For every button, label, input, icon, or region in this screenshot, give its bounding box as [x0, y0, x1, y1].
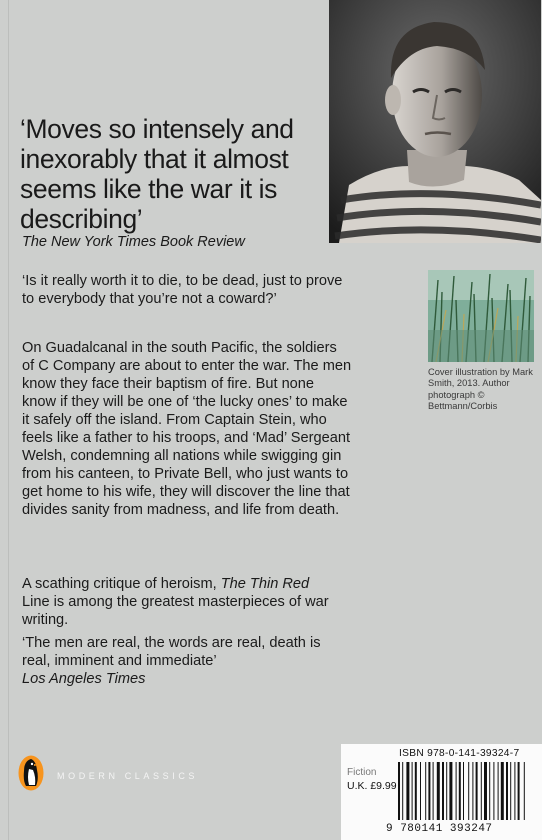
blurb-paragraph: On Guadalcanal in the south Pacific, the soldiers of C Company are about to enter the war. The men know they face their baptism of fire. But none know if they will be one of ‘the lucky ones’ to make it safely off the island. From Captain Stein, who feels like a father to his troops, and ‘Mad’ Sergeant Welsh, condemning all nations while swigging gin from his canteen, to Private Bell, who just wants to get home to his wife, they will discover the line that divides sanity from madness, and life from death.	[22, 340, 352, 518]
review-quote: ‘Moves so intensely and inexorably that it almost seems like the war it is describing’	[20, 114, 294, 234]
isbn: ISBN 978-0-141-39324-7	[399, 748, 520, 759]
critique-paragraph	[22, 575, 352, 629]
press-quote	[22, 634, 352, 688]
author-photograph	[329, 0, 541, 243]
cover-illustration-thumbnail	[428, 270, 534, 362]
price: U.K. £9.99	[347, 780, 397, 792]
image-credits: Cover illustration by Mark Smith, 2013. Author photograph © Bettmann/Corbis	[428, 367, 533, 412]
barcode-digits: 9 780141 393247	[386, 823, 493, 835]
category-label: Fiction	[347, 767, 377, 778]
review-quote-source: The New York Times Book Review	[22, 234, 245, 250]
critique-text-end: Line is among the greatest masterpieces of war writing.	[22, 594, 329, 628]
series-name: MODERN CLASSICS	[57, 771, 199, 781]
press-quote-text: ‘The men are real, the words are real, death is real, imminent and immediate’	[22, 635, 321, 669]
barcode-icon	[398, 762, 538, 822]
penguin-logo-icon	[18, 755, 44, 791]
press-quote-source: Los Angeles Times	[22, 671, 146, 687]
book-title: The Thin Red	[220, 576, 310, 592]
critique-text: A scathing critique of heroism,	[22, 576, 221, 592]
epigraph: ‘Is it really worth it to die, to be dead, just to prove to everybody that you’re not a coward?’	[22, 273, 343, 307]
